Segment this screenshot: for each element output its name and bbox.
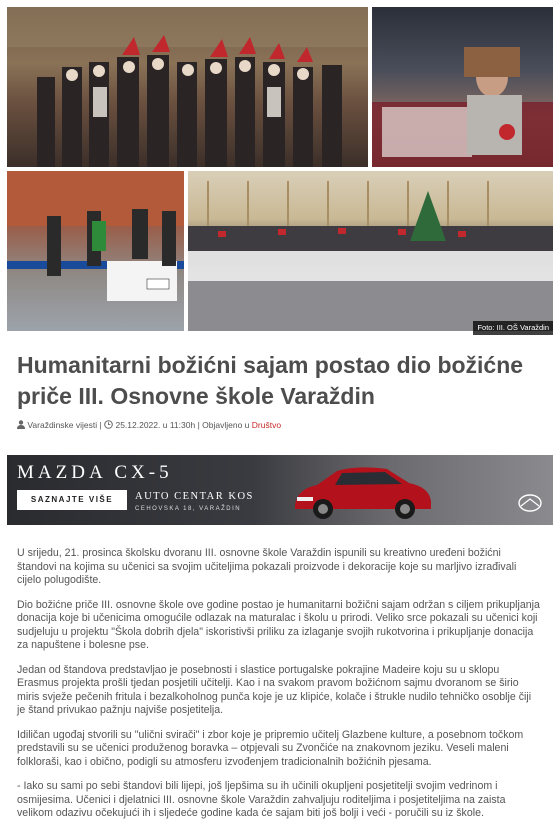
paragraph: Jedan od štandova predstavljao je posebnosti i slastice portugalske pokrajine Madeire koju su u sklopu Erasmus projekta prošli tjedan posjetili učitelji. Kao i na svakom pravom božićnom sajmu dvoranom se širio miris svježe pečenih fritula i bezalkoholnog punča koje je uz klipiće, kolače i štrukle nudilo tehničko osoblje čiji je štand privukao pažnju najviše posjetitelja. [17, 663, 532, 716]
photo-stands [7, 171, 184, 331]
ad-dealer-name: AUTO CENTAR KOS [135, 491, 254, 502]
published-in-label: Objavljeno u [202, 420, 250, 430]
paragraph: Idiličan ugođaj stvorili su "ulični svirači" i zbor koje je pripremio učitelj Glazbene kulture, a posebnom točkom predstavili su se učenici produženog boravka – otpjevali su Zvončiće na znakovnom jeziku. Veseli maleni folkloraši, kao i obično, podigli su atmosferu izvođenjem tradicionalnih božićnih pjesama. [17, 728, 524, 768]
ad-banner[interactable] [7, 455, 553, 525]
car-image [287, 459, 437, 523]
ad-dealer-address: CEHOVSKA 18, VARAŽDIN [135, 506, 242, 512]
paragraph: U srijedu, 21. prosinca školsku dvoranu III. osnovne škole Varaždin ispunili su kreativno uređeni božićni štandovi na kojima su učenici sa svojim učiteljima pokazali proizvode i dekoracije koje su marljivo izrađivali cijelo polugodište. [17, 547, 517, 586]
photo-collage[interactable] [0, 0, 560, 338]
clock-icon [104, 420, 113, 432]
category-link[interactable]: Društvo [251, 420, 282, 430]
photo-folklore [188, 171, 553, 331]
user-icon [17, 420, 25, 432]
article-body [17, 547, 541, 824]
meta-separator: | [197, 420, 203, 430]
paragraph: Dio božićne priče III. osnovne škole ove godine postao je humanitarni božični sajam održan s ciljem prikupljanja donacija koje bi učenicima omogućile odlazak na maturalac i školu u prirodi. Veliko srce pokazali su učenici koji sudjeluju u projektu "Škola dobrih djela" iskoristivši priliku za izlaganje svojih rukotvorina i prikupljanje donacija za napuštene i bolesne pse. [17, 598, 540, 651]
author-name[interactable]: Varaždinske vijesti [27, 420, 98, 430]
publish-date: 25.12.2022. u 11:30h [115, 420, 196, 430]
mazda-logo-icon [515, 493, 545, 519]
meta-separator: | [99, 420, 105, 430]
photo-credit: Foto: III. OŠ Varaždin [473, 321, 553, 335]
photo-girl-at-stand [372, 7, 553, 167]
paragraph: - Iako su sami po sebi štandovi bili lijepi, još ljepšima su ih učinili okupljeni posjetitelji svojim vedrinom i osmijesima. Učenici i djelatnici III. osnovne škole Varaždin zahvaljuju roditeljima i posjetiteljima na zaista velikom odazivu očekujući ih i sljedeće godine kada će sajam biti još bolji i veći - poručili su iz škole. [17, 780, 506, 819]
photo-choir [7, 7, 368, 167]
ad-model-name: MAZDA CX-5 [17, 462, 173, 483]
article-title: Humanitarni božićni sajam postao dio božićne priče III. Osnovne škole Varaždin [17, 352, 524, 409]
ad-cta-button[interactable]: SAZNAJTE VIŠE [17, 490, 127, 510]
article-meta [17, 419, 547, 432]
